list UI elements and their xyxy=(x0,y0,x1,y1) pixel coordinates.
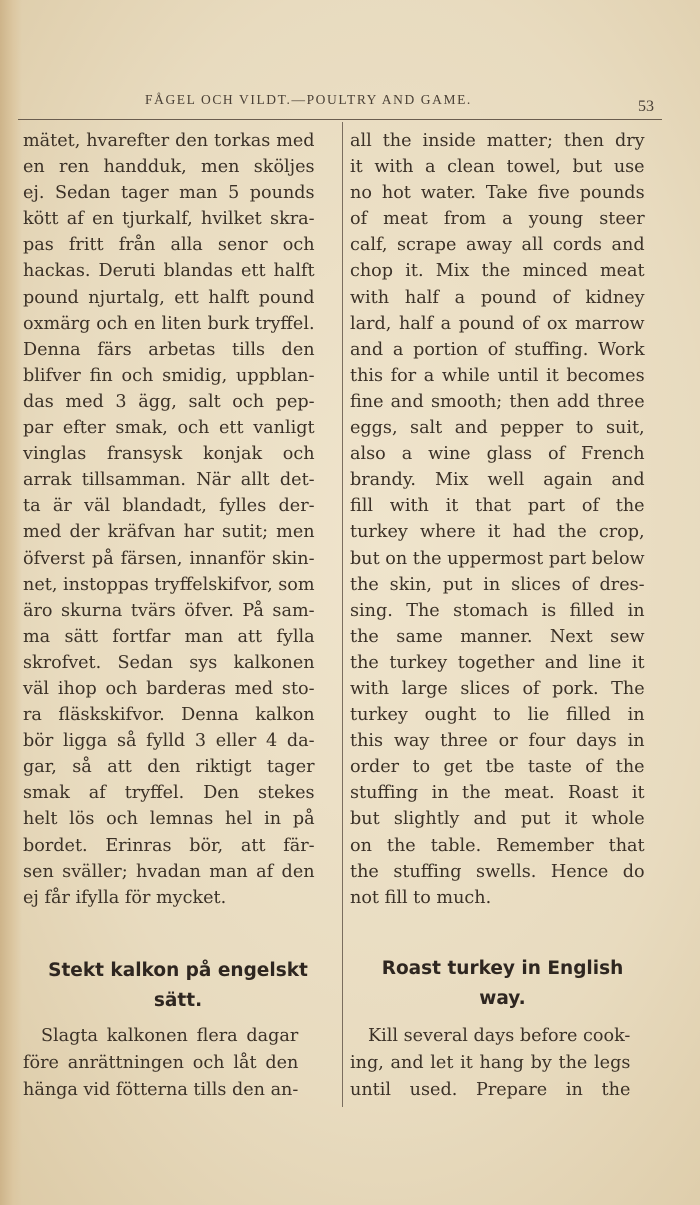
text-line: the turkey together and line it xyxy=(350,652,645,673)
text-line: gar, så att den riktigt tager xyxy=(23,757,315,778)
header-rule xyxy=(18,119,662,120)
text-line: kött af en tjurkalf, hvilket skra- xyxy=(23,209,315,230)
swedish-text-block xyxy=(23,128,315,911)
page-number: 53 xyxy=(638,98,654,115)
text-line: lard, half a pound of ox marrow xyxy=(350,313,645,334)
text-line: ra fläskskifvor. Denna kalkon xyxy=(23,705,315,726)
text-line: it with a clean towel, but use xyxy=(350,157,645,178)
swedish-heading-line-1: Stekt kalkon på engelskt xyxy=(48,960,308,981)
text-line: arrak tillsamman. När allt det- xyxy=(23,470,315,491)
swedish-section-text xyxy=(23,1023,298,1104)
text-line: sen sväller; hvadan man af den xyxy=(23,861,315,882)
english-section-heading xyxy=(345,954,660,1014)
text-line: stuffing in the meat. Roast it xyxy=(350,783,645,804)
text-line: äro skurna tvärs öfver. På sam- xyxy=(23,600,315,621)
text-line: order to get tbe taste of the xyxy=(350,757,645,778)
text-line: Kill several days before cook- xyxy=(368,1026,631,1046)
text-line: das med 3 ägg, salt och pep- xyxy=(23,391,315,412)
text-line: and a portion of stuffing. Work xyxy=(350,339,645,360)
text-line: hänga vid fötterna tills den an- xyxy=(23,1080,299,1100)
text-line: also a wine glass of French xyxy=(350,444,645,465)
text-line: blifver fin och smidig, uppblan- xyxy=(23,365,315,386)
text-line: the stuffing swells. Hence do xyxy=(350,861,645,882)
text-line: ing, and let it hang by the legs xyxy=(350,1053,631,1073)
text-line: on the table. Remember that xyxy=(350,835,645,856)
text-line: ej får ifylla för mycket. xyxy=(23,887,227,908)
text-line: hackas. Deruti blandas ett halft xyxy=(23,261,315,282)
english-heading-line-1: Roast turkey in English xyxy=(381,958,624,979)
text-line: ta är väl blandadt, fylles der- xyxy=(23,496,315,517)
swedish-heading-line-2: sätt. xyxy=(153,990,203,1011)
text-line: until used. Prepare in the xyxy=(350,1080,631,1100)
text-line: the skin, put in slices of dres- xyxy=(350,574,645,595)
page-edge-shadow xyxy=(0,0,22,1205)
english-section-text xyxy=(350,1023,630,1104)
text-line: smak af tryffel. Den stekes xyxy=(23,783,315,804)
text-line: brandy. Mix well again and xyxy=(350,470,645,491)
text-line: but slightly and put it whole xyxy=(350,809,645,830)
text-line: with half a pound of kidney xyxy=(350,287,645,308)
text-line: calf, scrape away all cords and xyxy=(350,235,645,256)
text-line: pas fritt från alla senor och xyxy=(23,235,315,256)
text-line: ma sätt fortfar man att fylla xyxy=(23,626,315,647)
text-line: this for a while until it becomes xyxy=(350,365,645,386)
text-line: turkey where it had the crop, xyxy=(350,522,645,543)
text-line: net, instoppas tryffelskifvor, som xyxy=(23,574,315,595)
text-line: not fill to much. xyxy=(350,887,492,908)
text-line: turkey ought to lie filled in xyxy=(350,705,645,726)
text-line: chop it. Mix the minced meat xyxy=(350,261,645,282)
text-line: med der kräfvan har sutit; men xyxy=(23,522,315,543)
text-line: fine and smooth; then add three xyxy=(350,391,645,412)
swedish-section-heading xyxy=(18,956,338,1016)
text-line: pound njurtalg, ett halft pound xyxy=(23,287,315,308)
text-line: eggs, salt and pepper to suit, xyxy=(350,418,645,439)
text-line: öfverst på färsen, innanför skin- xyxy=(23,548,315,569)
running-header: FÅGEL OCH VILDT.—POULTRY AND GAME. xyxy=(145,92,472,107)
text-line: ej. Sedan tager man 5 pounds xyxy=(23,183,315,204)
column-divider xyxy=(342,122,343,1107)
text-line: fill with it that part of the xyxy=(350,496,645,517)
text-line: the same manner. Next sew xyxy=(350,626,645,647)
text-line: bör ligga så fylld 3 eller 4 da- xyxy=(23,731,315,752)
text-line: but on the uppermost part below xyxy=(350,548,645,569)
text-line: skrofvet. Sedan sys kalkonen xyxy=(23,652,315,673)
text-line: bordet. Erinras bör, att fär- xyxy=(23,835,315,856)
text-line: vinglas fransysk konjak och xyxy=(23,444,315,465)
text-line: of meat from a young steer xyxy=(350,209,645,230)
text-line: no hot water. Take five pounds xyxy=(350,183,645,204)
text-line: Slagta kalkonen flera dagar xyxy=(41,1026,299,1046)
text-line: före anrättningen och låt den xyxy=(23,1053,299,1073)
text-line: all the inside matter; then dry xyxy=(350,131,645,151)
text-line: this way three or four days in xyxy=(350,731,645,752)
text-line: helt lös och lemnas hel in på xyxy=(23,809,315,830)
text-line: with large slices of pork. The xyxy=(350,678,645,699)
text-line: en ren handduk, men sköljes xyxy=(23,157,315,178)
text-line: par efter smak, och ett vanligt xyxy=(23,418,315,439)
english-heading-line-2: way. xyxy=(479,988,526,1009)
text-line: Denna färs arbetas tills den xyxy=(23,339,315,360)
english-text-block xyxy=(350,128,645,911)
text-line: mätet, hvarefter den torkas med xyxy=(23,131,315,151)
text-line: väl ihop och barderas med sto- xyxy=(23,678,315,699)
text-line: oxmärg och en liten burk tryffel. xyxy=(23,313,315,334)
text-line: sing. The stomach is filled in xyxy=(350,600,645,621)
